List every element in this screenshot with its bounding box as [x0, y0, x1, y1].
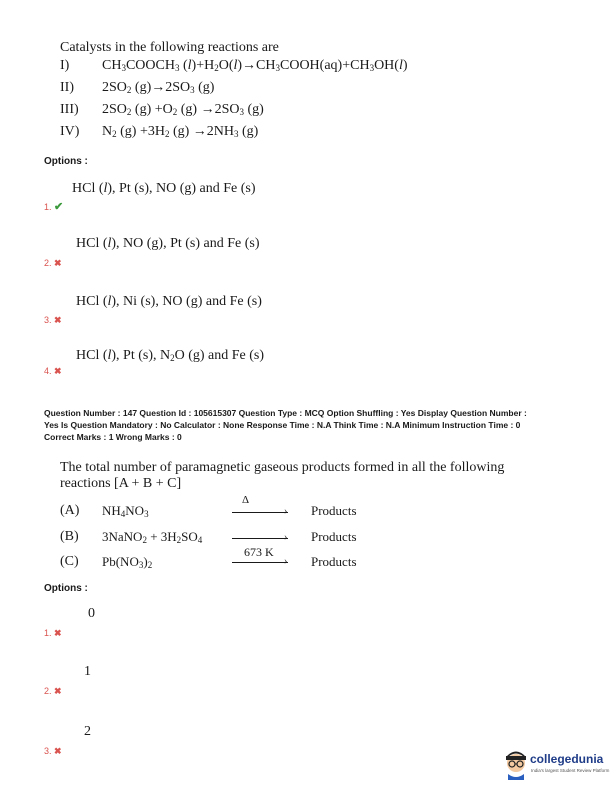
reaction-row — [0, 80, 612, 102]
reaction-row — [0, 124, 612, 146]
option-number — [44, 746, 62, 757]
option-index: 3. — [44, 315, 52, 325]
meta-line: Yes Is Question Mandatory : No Calculator : None Response Time : N.A Think Time : N.A Minimum Instruction Time : 0 — [44, 420, 521, 430]
option-number — [44, 315, 62, 326]
option-text[interactable]: 0 — [88, 606, 95, 621]
option-number — [44, 366, 62, 377]
reaction-equation: $2SO_2$ $(g) +O_2$ $(g) \to 2SO_3$ (g) — [102, 102, 264, 117]
reaction-label: (A) — [60, 503, 80, 518]
reaction-equation: $CH_3COOCH_3$ $(l)+H_2O(l)\to CH_3COOH(aq)+CH_3OH(l)$ — [102, 58, 408, 73]
reaction-label: (B) — [60, 529, 79, 544]
reaction-number: II) — [60, 80, 74, 95]
options-label: Options : — [44, 583, 88, 594]
cross-icon: ✖ — [54, 628, 62, 638]
q146-stem: Catalysts in the following reactions are — [60, 40, 279, 55]
option-number — [44, 628, 62, 639]
option-number — [44, 258, 62, 269]
product: Products — [311, 529, 357, 544]
option-index: 4. — [44, 366, 52, 376]
reaction-label: (C) — [60, 554, 79, 569]
reaction-number: I) — [60, 58, 70, 73]
option-text[interactable]: 2 — [84, 724, 91, 739]
option-text[interactable]: 1 — [84, 664, 91, 679]
temperature-condition: 673 K — [244, 545, 274, 559]
option-text[interactable]: HCl (l), Pt (s), $N_2O$ (g) and Fe (s) — [76, 348, 265, 363]
reactant: $NH_4NO_3$ — [102, 503, 149, 519]
reaction-row — [0, 102, 612, 124]
reaction-number: IV) — [60, 124, 80, 139]
options-label: Options : — [44, 156, 88, 167]
mascot-icon — [503, 750, 529, 780]
option-index: 3. — [44, 746, 52, 756]
stem-line: reactions [A + B + C] — [60, 476, 182, 491]
check-icon: ✔ — [54, 201, 64, 213]
brand-name: collegedunia — [530, 752, 604, 766]
cross-icon: ✖ — [54, 686, 62, 696]
question-meta — [44, 407, 584, 443]
cross-icon: ✖ — [54, 258, 62, 268]
meta-line: Question Number : 147 Question Id : 105615307 Question Type : MCQ Option Shuffling : Yes Display Question Number : — [44, 408, 527, 418]
option-index: 1. — [44, 202, 52, 212]
arrow-head-icon: › — [284, 506, 288, 517]
product: Products — [311, 554, 357, 569]
option-index: 1. — [44, 628, 52, 638]
arrow-head-icon: › — [284, 532, 288, 543]
reaction-equation: $N_2$ $(g) +3H_2$ $(g) \to 2NH_3$ (g) — [102, 124, 259, 139]
q147-stem — [60, 460, 504, 492]
reaction-arrow — [232, 512, 288, 513]
stem-line: The total number of paramagnetic gaseous products formed in all the following — [60, 460, 505, 475]
reactant: $Pb(NO_3)_2$ — [102, 554, 153, 570]
cross-icon: ✖ — [54, 315, 62, 325]
heat-condition: Δ — [242, 494, 250, 506]
q146-reaction-list — [0, 58, 612, 146]
product: Products — [311, 503, 357, 518]
brand-tagline: India's largest Student Review Platform — [531, 768, 610, 773]
reaction-arrow — [232, 538, 288, 539]
cross-icon: ✖ — [54, 366, 62, 376]
option-text[interactable]: HCl (l), Pt (s), NO (g) and Fe (s) — [72, 181, 256, 196]
reaction-row — [0, 58, 612, 80]
collegedunia-logo — [503, 748, 609, 782]
option-number — [44, 200, 63, 213]
arrow-head-icon: › — [284, 556, 288, 567]
reactant: 3NaNO$_2$ + $3H_2SO_4$ — [102, 529, 203, 545]
option-index: 2. — [44, 258, 52, 268]
option-text[interactable]: HCl (l), NO (g), Pt (s) and Fe (s) — [76, 236, 260, 251]
reaction-arrow — [232, 562, 288, 563]
cross-icon: ✖ — [54, 746, 62, 756]
reaction-equation: $2SO_2$ $(g)\to 2SO_3$ (g) — [102, 80, 215, 95]
option-text[interactable]: HCl (l), Ni (s), NO (g) and Fe (s) — [76, 294, 262, 309]
option-index: 2. — [44, 686, 52, 696]
reaction-number: III) — [60, 102, 79, 117]
meta-line: Correct Marks : 1 Wrong Marks : 0 — [44, 432, 182, 442]
option-number — [44, 686, 62, 697]
